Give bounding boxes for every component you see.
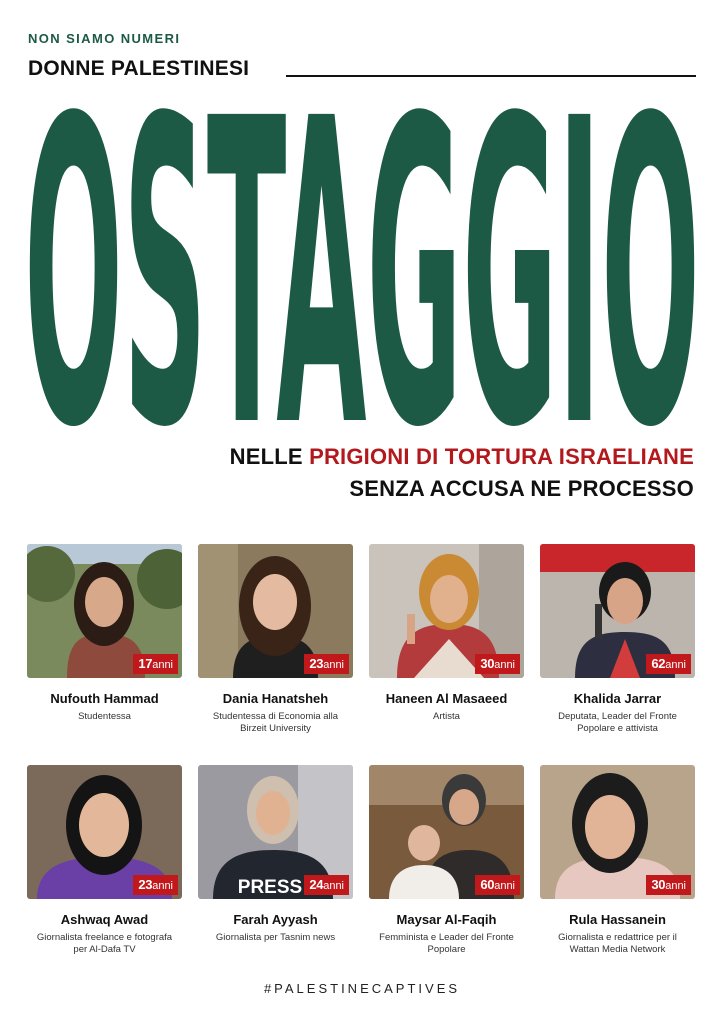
portrait-photo <box>27 544 182 678</box>
age-suffix: anni <box>494 880 515 892</box>
person-role: Femminista e Leader del Fronte Popolare <box>379 932 514 956</box>
portrait-photo <box>198 544 353 678</box>
portrait-card <box>540 544 695 736</box>
age-value: 60 <box>480 877 495 892</box>
age-suffix: anni <box>665 659 686 671</box>
person-name: Dania Hanatsheh <box>222 691 329 706</box>
age-value: 30 <box>651 877 666 892</box>
age-value: 23 <box>138 877 153 892</box>
age-suffix: anni <box>152 880 173 892</box>
age-suffix: anni <box>323 659 344 671</box>
age-badge <box>133 654 178 674</box>
person-role: Giornalista e redattrice per il Wattan Media Network <box>558 932 677 956</box>
person-role: Giornalista per Tasnim news <box>215 932 336 943</box>
portrait-photo <box>369 544 524 678</box>
tagline-highlight: PRIGIONI DI TORTURA ISRAELIANE <box>309 444 694 469</box>
tagline-line-1 <box>230 444 694 470</box>
portrait-card <box>198 765 353 944</box>
portrait-card <box>540 765 695 957</box>
age-suffix: anni <box>323 880 344 892</box>
person-name: Farah Ayyash <box>233 912 318 927</box>
main-title <box>22 100 702 430</box>
portrait-photo <box>540 544 695 678</box>
age-badge <box>475 875 520 895</box>
tagline-prefix: NELLE <box>229 444 310 469</box>
portrait-photo <box>369 765 524 899</box>
press-vest-label: PRESS <box>237 877 303 898</box>
age-suffix: anni <box>152 659 173 671</box>
hashtag: #PALESTINECAPTIVES <box>263 981 461 996</box>
portrait-card <box>369 544 524 723</box>
age-badge <box>304 654 349 674</box>
portrait-card <box>369 765 524 957</box>
person-name: Maysar Al-Faqih <box>396 912 497 927</box>
age-value: 30 <box>480 656 495 671</box>
divider-line <box>286 75 696 77</box>
person-name: Khalida Jarrar <box>573 691 662 706</box>
person-name: Nufouth Hammad <box>50 691 159 706</box>
person-role: Studentessa <box>78 711 131 722</box>
age-value: 17 <box>138 656 153 671</box>
person-role: Studentessa di Economia alla Birzeit University <box>212 711 339 735</box>
age-badge <box>475 654 520 674</box>
portrait-card <box>27 544 182 723</box>
portrait-photo <box>540 765 695 899</box>
age-value: 24 <box>309 877 324 892</box>
portrait-card <box>198 544 353 736</box>
person-role: Deputata, Leader del Fronte Popolare e attivista <box>558 711 677 735</box>
kicker: NON SIAMO NUMERI <box>28 31 181 46</box>
portrait-photo <box>198 765 353 899</box>
person-name: Ashwaq Awad <box>60 912 149 927</box>
person-role: Artista <box>433 711 460 722</box>
tagline-line-2: SENZA ACCUSA NE PROCESSO <box>349 476 694 501</box>
age-badge <box>646 875 691 895</box>
person-role: Giornalista freelance e fotografa per Al-Dafa TV <box>36 932 173 956</box>
age-badge <box>646 654 691 674</box>
person-name: Haneen Al Masaeed <box>385 691 508 706</box>
age-suffix: anni <box>665 880 686 892</box>
age-suffix: anni <box>494 659 515 671</box>
portrait-card <box>27 765 182 957</box>
age-value: 62 <box>651 656 666 671</box>
age-badge <box>133 875 178 895</box>
person-name: Rula Hassanein <box>569 912 666 927</box>
age-badge <box>304 875 349 895</box>
subhead: DONNE PALESTINESI <box>28 57 250 80</box>
age-value: 23 <box>309 656 324 671</box>
portrait-photo <box>27 765 182 899</box>
main-title-text: OSTAGGIO <box>24 100 700 430</box>
